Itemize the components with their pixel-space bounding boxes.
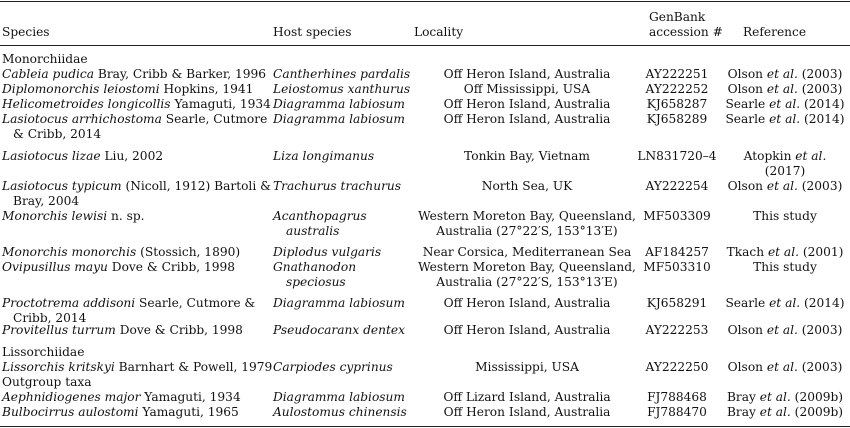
species-cell	[2, 391, 241, 404]
header-host-species: Host species	[273, 25, 352, 39]
reference-year: (2017)	[764, 164, 806, 178]
accession-cell: KJ658291	[646, 296, 708, 310]
accession-cell: KJ658289	[646, 112, 708, 126]
reference-etal: et al.	[759, 405, 791, 419]
species-authority: Yamaguti, 1934	[170, 97, 271, 111]
accession-cell: AY222253	[645, 323, 709, 337]
reference-etal: et al.	[759, 390, 791, 404]
reference-cell	[720, 98, 850, 111]
accession-cell: KJ658287	[646, 97, 708, 111]
host-species-cell: Gnathanodon	[273, 260, 357, 274]
reference-author: Atopkin	[743, 149, 796, 163]
host-species-cell: Diplodus vulgaris	[273, 245, 382, 259]
reference-year: (2003)	[797, 82, 843, 96]
accession-cell: AF184257	[645, 245, 709, 259]
reference-author: Searle	[725, 296, 770, 310]
section-outgroup: Outgroup taxa	[2, 375, 92, 389]
reference-cell	[720, 324, 850, 337]
species-name: Helicometroides longicollis	[2, 97, 171, 111]
accession-cell: MF503309	[643, 209, 711, 223]
species-authority: Dove & Cribb, 1998	[115, 323, 243, 337]
reference-author: This study	[753, 260, 817, 274]
accession-cell: FJ788470	[647, 405, 707, 419]
reference-author: Olson	[727, 323, 767, 337]
species-name: Cableia pudica	[2, 67, 94, 81]
reference-etal: et al.	[769, 296, 801, 310]
reference-author: Olson	[727, 179, 767, 193]
host-species-cell: Diagramma labiosum	[273, 112, 405, 126]
top-rule	[0, 1, 850, 2]
accession-cell: LN831720–4	[637, 149, 717, 163]
header-accession: accession #	[649, 25, 723, 39]
species-cell	[2, 361, 272, 374]
reference-etal: et al.	[766, 179, 798, 193]
accession-cell: AY222251	[645, 67, 709, 81]
accession-cell: AY222254	[645, 179, 709, 193]
reference-cell	[720, 361, 850, 374]
host-species-cell: Aulostomus chinensis	[273, 405, 407, 419]
locality-cell: Off Heron Island, Australia	[443, 67, 611, 81]
locality-cell: Off Heron Island, Australia	[443, 97, 611, 111]
species-name: Monorchis lewisi	[2, 209, 108, 223]
species-cell	[2, 261, 235, 274]
locality-cell: Off Heron Island, Australia	[443, 296, 611, 310]
species-authority-cont: & Cribb, 2014	[13, 127, 102, 141]
locality-cell: Tonkin Bay, Vietnam	[464, 149, 590, 163]
accession-cell: AY222250	[645, 360, 709, 374]
locality-cell: Near Corsica, Mediterranean Sea	[422, 245, 632, 259]
reference-cell	[720, 210, 850, 223]
host-species-cell: Diagramma labiosum	[273, 390, 405, 404]
reference-year: (2009b)	[790, 390, 844, 404]
reference-cell	[720, 150, 850, 163]
locality-cont: Australia (27°22′S, 153°13′E)	[436, 224, 618, 238]
reference-year: (2003)	[797, 323, 843, 337]
reference-author: This study	[753, 209, 817, 223]
species-name: Diplomonorchis leiostomi	[2, 82, 160, 96]
locality-cell: Western Moreton Bay, Queensland,	[418, 209, 636, 223]
species-authority: n. sp.	[107, 209, 145, 223]
reference-year: (2009b)	[790, 405, 844, 419]
species-cell	[2, 98, 271, 111]
species-authority: Dove & Cribb, 1998	[107, 260, 236, 274]
species-name: Aephnidiogenes major	[2, 390, 141, 404]
species-cell	[2, 113, 267, 126]
reference-author: Bray	[726, 390, 760, 404]
accession-cell: MF503310	[643, 260, 711, 274]
host-species-cont: speciosus	[286, 275, 346, 289]
reference-cell	[720, 406, 850, 419]
species-cell	[2, 406, 239, 419]
locality-cell: Western Moreton Bay, Queensland,	[418, 260, 636, 274]
reference-etal: et al.	[766, 82, 798, 96]
reference-author: Tkach	[726, 245, 768, 259]
reference-author: Olson	[727, 82, 767, 96]
locality-cell: North Sea, UK	[481, 179, 573, 193]
reference-cell	[720, 246, 850, 259]
reference-cell	[720, 261, 850, 274]
reference-etal: et al.	[769, 112, 801, 126]
species-cell	[2, 246, 240, 259]
locality-cell: Off Lizard Island, Australia	[443, 390, 611, 404]
species-cell	[2, 68, 266, 81]
locality-cell: Mississippi, USA	[475, 360, 579, 374]
species-name: Lissorchis kritskyi	[2, 360, 115, 374]
reference-year: (2001)	[798, 245, 844, 259]
species-authority: (Nicoll, 1912) Bartoli &	[121, 179, 271, 193]
species-name: Bulbocirrus aulostomi	[2, 405, 139, 419]
reference-author: Bray	[726, 405, 760, 419]
species-name: Provitellus turrum	[2, 323, 116, 337]
reference-author: Olson	[727, 67, 767, 81]
host-species-cont: australis	[286, 224, 340, 238]
reference-etal: et al.	[795, 149, 827, 163]
reference-author: Searle	[725, 112, 770, 126]
host-species-cell: Trachurus trachurus	[273, 179, 401, 193]
species-authority: Bray, Cribb & Barker, 1996	[93, 67, 267, 81]
header-genbank: GenBank	[649, 10, 706, 24]
species-authority: Yamaguti, 1965	[138, 405, 239, 419]
species-name: Monorchis monorchis	[2, 245, 137, 259]
species-cell	[2, 150, 163, 163]
host-species-cell: Pseudocaranx dentex	[273, 323, 405, 337]
section-lissorchiidae: Lissorchiidae	[2, 345, 85, 359]
reference-year: (2003)	[797, 67, 843, 81]
accession-cell: FJ788468	[647, 390, 707, 404]
header-reference: Reference	[743, 25, 807, 39]
header-rule	[0, 45, 850, 46]
reference-cell	[720, 180, 850, 193]
species-authority: Yamaguti, 1934	[140, 390, 241, 404]
species-authority: Liu, 2002	[100, 149, 164, 163]
reference-cell	[720, 113, 850, 126]
reference-etal: et al.	[766, 360, 798, 374]
host-species-cell: Diagramma labiosum	[273, 296, 405, 310]
reference-year: (2014)	[800, 112, 845, 126]
host-species-cell: Acanthopagrus	[273, 209, 367, 223]
host-species-cell: Diagramma labiosum	[273, 97, 405, 111]
header-species: Species	[2, 25, 50, 39]
locality-cell: Off Mississippi, USA	[463, 82, 591, 96]
species-authority: Searle, Cutmore &	[135, 296, 256, 310]
species-name: Lasiotocus typicum	[2, 179, 122, 193]
reference-year: (2014)	[800, 296, 845, 310]
accession-cell: AY222252	[645, 82, 709, 96]
locality-cell: Off Heron Island, Australia	[443, 323, 611, 337]
host-species-cell: Cantherhines pardalis	[273, 67, 411, 81]
species-authority-cont: Cribb, 2014	[13, 311, 87, 325]
species-cell	[2, 180, 271, 193]
species-name: Lasiotocus lizae	[2, 149, 101, 163]
species-cell	[2, 297, 255, 310]
reference-etal: et al.	[766, 67, 798, 81]
host-species-cell: Leiostomus xanthurus	[273, 82, 411, 96]
species-authority-cont: Bray, 2004	[13, 194, 80, 208]
reference-year: (2003)	[797, 360, 843, 374]
reference-cell	[720, 391, 850, 404]
species-authority: Searle, Cutmore	[161, 112, 268, 126]
host-species-cell: Carpiodes cyprinus	[273, 360, 393, 374]
species-name: Proctotrema addisoni	[2, 296, 136, 310]
reference-etal: et al.	[767, 245, 799, 259]
locality-cell: Off Heron Island, Australia	[443, 112, 611, 126]
reference-cell	[720, 83, 850, 96]
species-authority: (Stossich, 1890)	[136, 245, 241, 259]
reference-cell	[720, 297, 850, 310]
locality-cell: Off Heron Island, Australia	[443, 405, 611, 419]
host-species-cell: Liza longimanus	[273, 149, 375, 163]
species-authority: Hopkins, 1941	[159, 82, 254, 96]
header-locality: Locality	[414, 25, 464, 39]
reference-cell	[720, 68, 850, 81]
section-monorchiidae: Monorchiidae	[2, 52, 88, 66]
species-name: Ovipusillus mayu	[2, 260, 108, 274]
reference-year: (2003)	[797, 179, 843, 193]
reference-etal: et al.	[769, 97, 801, 111]
bottom-rule	[0, 426, 850, 427]
reference-year: (2014)	[800, 97, 845, 111]
species-cell	[2, 324, 243, 337]
species-authority: Barnhart & Powell, 1979	[114, 360, 273, 374]
species-cell	[2, 210, 145, 223]
species-name: Lasiotocus arrhichostoma	[2, 112, 162, 126]
species-cell	[2, 83, 253, 96]
locality-cont: Australia (27°22′S, 153°13′E)	[436, 275, 618, 289]
reference-author: Searle	[725, 97, 770, 111]
reference-etal: et al.	[766, 323, 798, 337]
reference-author: Olson	[727, 360, 767, 374]
